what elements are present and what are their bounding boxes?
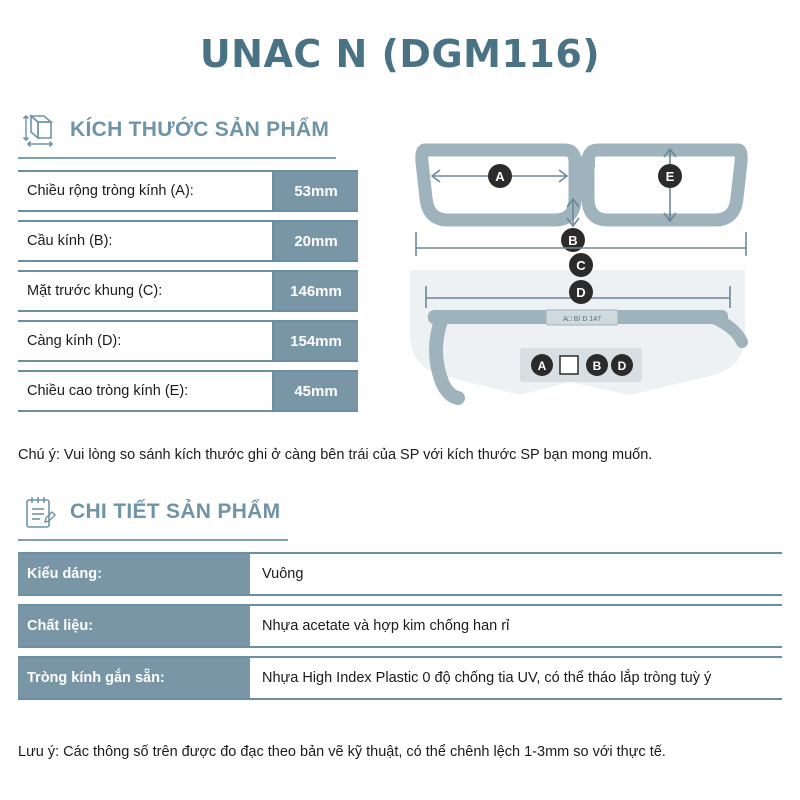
note-tolerance: Lưu ý: Các thông số trên được đo đạc theo bản vẽ kỹ thuật, có thể chênh lệch 1-3mm so với thực tế.	[18, 744, 666, 760]
size-table	[18, 170, 358, 420]
svg-text:B: B	[592, 359, 602, 373]
section-header-size	[18, 110, 329, 150]
detail-row-label: Kiểu dáng:	[18, 554, 250, 594]
size-row-label: Mặt trước khung (C):	[27, 283, 163, 299]
section-header-detail	[18, 492, 280, 532]
svg-text:D: D	[617, 359, 627, 373]
table-row	[18, 370, 358, 412]
size-row-label: Cầu kính (B):	[27, 233, 113, 249]
svg-text:D: D	[576, 285, 586, 300]
detail-table	[18, 552, 782, 708]
detail-row-value: Nhựa acetate và hợp kim chống han rỉ	[262, 618, 510, 634]
size-row-value: 53mm	[272, 172, 358, 210]
detail-row-value: Vuông	[262, 566, 304, 582]
table-row	[18, 320, 358, 362]
table-row	[18, 604, 782, 648]
svg-text:C: C	[576, 258, 586, 273]
note-compare-size: Chú ý: Vui lòng so sánh kích thước ghi ở càng bên trái của SP với kích thước SP bạn mong muốn.	[18, 447, 653, 463]
detail-row-value: Nhựa High Index Plastic 0 độ chống tia UV, có thể tháo lắp tròng tuỳ ý	[262, 670, 712, 686]
table-row	[18, 656, 782, 700]
eyeglasses-measurement-diagram	[370, 120, 790, 430]
box-dimensions-icon	[18, 110, 58, 150]
section-title-size: KÍCH THƯỚC SẢN PHẨM	[70, 118, 330, 141]
svg-text:B: B	[568, 233, 578, 248]
table-row	[18, 220, 358, 262]
notepad-icon	[18, 492, 58, 532]
size-row-value: 45mm	[272, 372, 358, 410]
size-row-value: 20mm	[272, 222, 358, 260]
section-title-detail: CHI TIẾT SẢN PHẨM	[70, 500, 281, 523]
detail-row-label: Tròng kính gắn sẵn:	[18, 658, 250, 698]
table-row	[18, 552, 782, 596]
size-row-value: 146mm	[272, 272, 358, 310]
page-title: UNAC N (DGM116)	[199, 32, 601, 76]
size-row-label: Chiều rộng tròng kính (A):	[27, 183, 194, 199]
table-row	[18, 170, 358, 212]
svg-text:E: E	[665, 169, 675, 184]
size-row-label: Càng kính (D):	[27, 333, 122, 349]
section-underline	[18, 157, 336, 159]
size-row-value: 154mm	[272, 322, 358, 360]
detail-row-label: Chất liệu:	[18, 606, 250, 646]
table-row	[18, 270, 358, 312]
svg-text:A: A	[537, 359, 547, 373]
size-row-label: Chiều cao tròng kính (E):	[27, 383, 189, 399]
svg-text:A: A	[495, 169, 505, 184]
svg-text:A□ B/ D 147: A□ B/ D 147	[562, 316, 602, 323]
section-underline	[18, 539, 288, 541]
